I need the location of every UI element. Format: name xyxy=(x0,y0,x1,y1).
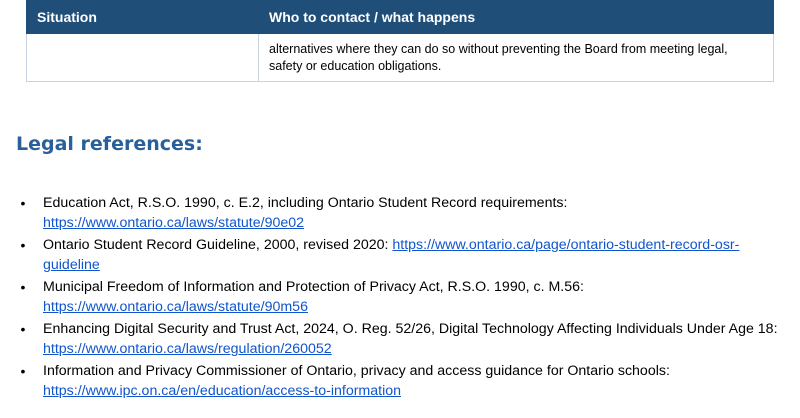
situation-table xyxy=(26,0,774,82)
reference-link[interactable]: https://www.ontario.ca/laws/statute/90e02 xyxy=(43,215,305,231)
bullet-icon: • xyxy=(20,237,26,253)
column-header-situation: Situation xyxy=(27,1,259,34)
list-item xyxy=(16,319,780,359)
list-item xyxy=(16,361,780,401)
bullet-icon: • xyxy=(20,363,26,379)
bullet-icon: • xyxy=(20,195,26,211)
table-header-row xyxy=(27,1,774,34)
table-cell-contact: alternatives where they can do so without preventing the Board from meeting legal, safety or education obligations. xyxy=(259,34,774,82)
list-item xyxy=(16,277,780,317)
section-heading: Legal references: xyxy=(16,133,203,155)
reference-text: Information and Privacy Commissioner of Ontario, privacy and access guidance for Ontario schools: xyxy=(43,363,670,379)
list-item xyxy=(16,193,780,233)
column-header-contact: Who to contact / what happens xyxy=(259,1,774,34)
reference-text: Ontario Student Record Guideline, 2000, revised 2020: xyxy=(43,237,393,253)
reference-link[interactable]: https://www.ipc.on.ca/en/education/access-to-information xyxy=(43,383,402,399)
reference-link[interactable]: https://www.ontario.ca/laws/regulation/260052 xyxy=(43,341,332,357)
table-row xyxy=(27,34,774,82)
reference-link[interactable]: https://www.ontario.ca/laws/statute/90m56 xyxy=(43,299,308,315)
reference-link[interactable]: https://www.ontario.ca/page/ontario-student-record-osr-guideline xyxy=(43,237,740,273)
reference-text: Education Act, R.S.O. 1990, c. E.2, including Ontario Student Record requirements: xyxy=(43,195,568,211)
table-cell-situation xyxy=(27,34,259,82)
legal-references-list xyxy=(16,193,780,403)
reference-text: Enhancing Digital Security and Trust Act, 2024, O. Reg. 52/26, Digital Technology Affecting Individuals Under Age 18: xyxy=(43,321,778,337)
bullet-icon: • xyxy=(20,279,26,295)
reference-text: Municipal Freedom of Information and Protection of Privacy Act, R.S.O. 1990, c. M.56: xyxy=(43,279,584,295)
list-item xyxy=(16,235,780,275)
bullet-icon: • xyxy=(20,321,26,337)
